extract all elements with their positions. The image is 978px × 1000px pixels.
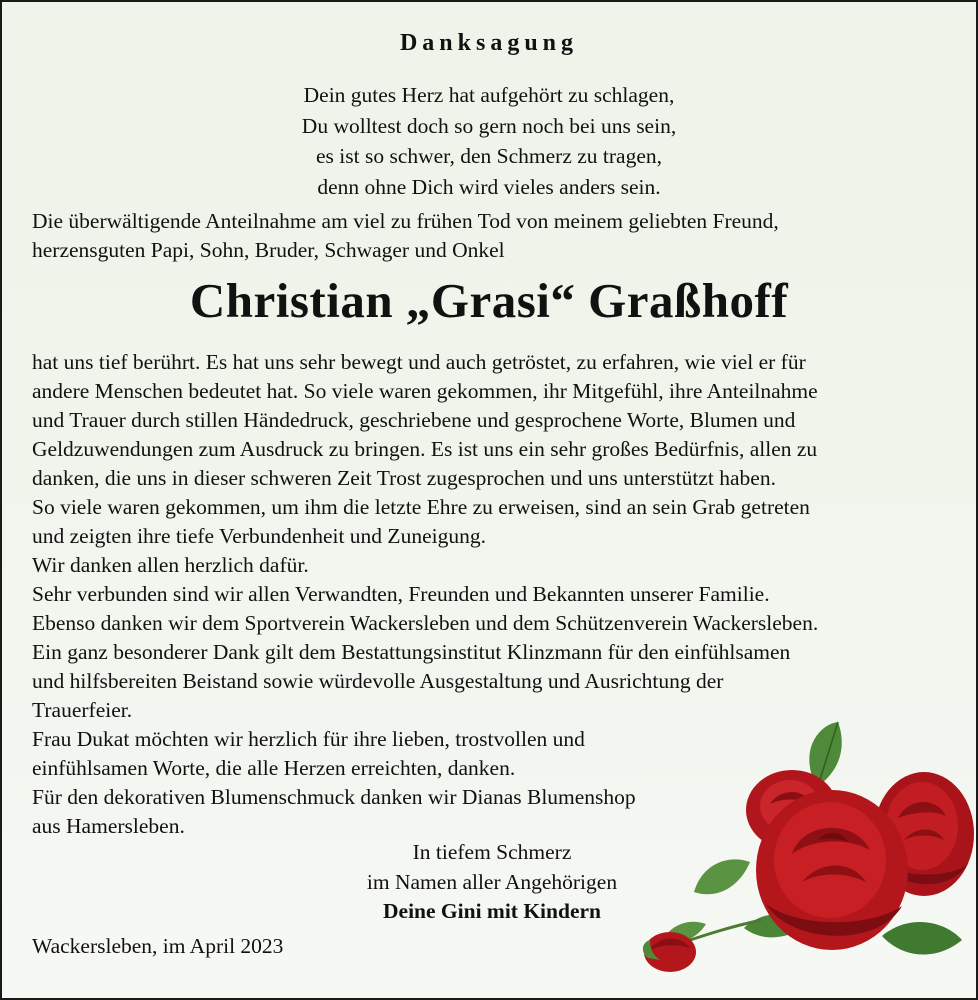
body-line: und Trauer durch stillen Händedruck, geschriebene und gesprochene Worte, Blumen und xyxy=(32,408,796,432)
poem-line: Dein gutes Herz hat aufgehört zu schlagen, xyxy=(303,83,675,107)
poem-line: denn ohne Dich wird vieles anders sein. xyxy=(317,174,661,199)
body-line: andere Menschen bedeutet hat. So viele waren gekommen, ihr Mitgefühl, ihre Anteilnahme xyxy=(32,379,818,403)
body-line: Trauerfeier. xyxy=(32,698,133,722)
body-line: hat uns tief berührt. Es hat uns sehr bewegt und auch getröstet, zu erfahren, wie viel er für xyxy=(32,350,806,374)
body-line: und zeigten ihre tiefe Verbundenheit und Zuneigung. xyxy=(32,524,486,548)
rose-icon xyxy=(756,790,908,950)
body-line: So viele waren gekommen, um ihm die letzte Ehre zu erweisen, sind an sein Grab getreten xyxy=(32,495,810,519)
leaf-icon xyxy=(882,922,962,955)
roses-illustration xyxy=(632,714,976,998)
body-line: Ein ganz besonderer Dank gilt dem Bestattungsinstitut Klinzmann für den einfühlsamen xyxy=(32,640,791,664)
place-date: Wackersleben, im April 2023 xyxy=(32,934,284,958)
intro-line: herzensguten Papi, Sohn, Bruder, Schwager und Onkel xyxy=(32,238,505,262)
intro-text xyxy=(32,207,962,265)
poem-line: es ist so schwer, den Schmerz zu tragen, xyxy=(315,144,662,168)
poem xyxy=(2,80,976,202)
poem-line: Du wolltest doch so gern noch bei uns sein, xyxy=(301,113,677,138)
body-line: Ebenso danken wir dem Sportverein Wackersleben und dem Schützenverein Wackersleben. xyxy=(32,611,819,635)
body-line: Wir danken allen herzlich dafür. xyxy=(32,553,309,577)
deceased-name: Christian „Grasi“ Graßhoff xyxy=(189,273,789,328)
body-line: Frau Dukat möchten wir herzlich für ihre lieben, trostvollen und xyxy=(32,727,585,751)
signoff-line: im Namen aller Angehörigen xyxy=(366,869,618,894)
body-line: und hilfsbereiten Beistand sowie würdevolle Ausgestaltung und Ausrichtung der xyxy=(32,669,724,693)
body-line: Sehr verbunden sind wir allen Verwandten, Freunden und Bekannten unserer Familie. xyxy=(32,582,770,606)
signer-name: Deine Gini mit Kindern xyxy=(383,899,601,923)
body-line: danken, die uns in dieser schweren Zeit Trost zugesprochen und uns unterstützt haben. xyxy=(32,466,776,490)
heading: Danksagung xyxy=(399,30,579,56)
signoff-line: In tiefem Schmerz xyxy=(412,840,572,864)
body-line: Geldzuwendungen zum Ausdruck zu bringen. Es ist uns ein sehr großes Bedürfnis, allen zu xyxy=(32,437,818,461)
body-line: Für den dekorativen Blumenschmuck danken wir Dianas Blumenshop xyxy=(32,785,636,809)
leaf-icon xyxy=(694,859,750,894)
intro-line: Die überwältigende Anteilnahme am viel zu frühen Tod von meinem geliebten Freund, xyxy=(32,209,779,233)
body-line: einfühlsamen Worte, die alle Herzen erreichten, danken. xyxy=(32,756,516,780)
rose-bud-icon xyxy=(643,932,696,972)
body-line: aus Hamersleben. xyxy=(32,814,185,838)
